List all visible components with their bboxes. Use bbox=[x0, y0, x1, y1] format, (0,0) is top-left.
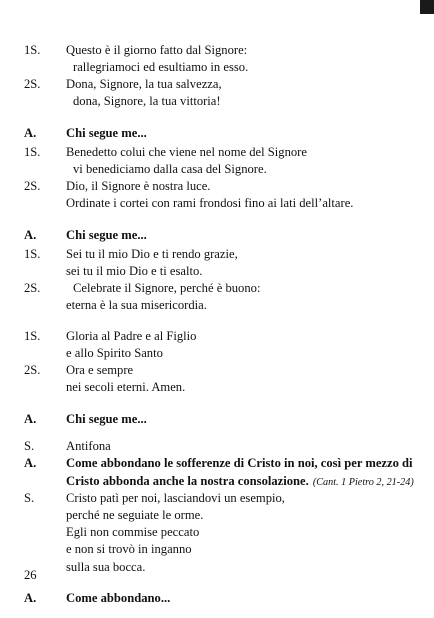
line-text bbox=[66, 411, 147, 427]
line-text bbox=[66, 379, 185, 395]
speaker-label: 1S. bbox=[24, 145, 41, 159]
text-line bbox=[0, 362, 434, 378]
text-line bbox=[0, 195, 434, 211]
line-text-content: perché ne seguiate le orme. bbox=[66, 508, 204, 522]
line-text-content: Dona, Signore, la tua salvezza, bbox=[66, 77, 222, 91]
line-text bbox=[73, 93, 221, 109]
line-text bbox=[66, 490, 285, 506]
text-line bbox=[0, 76, 434, 92]
text-line bbox=[0, 246, 434, 262]
text-line bbox=[0, 178, 434, 194]
text-line bbox=[0, 161, 434, 177]
line-text-content: vi benediciamo dalla casa del Signore. bbox=[73, 162, 267, 176]
line-text-content: Chi segue me... bbox=[66, 228, 147, 242]
line-text bbox=[66, 345, 163, 361]
text-line bbox=[0, 42, 434, 58]
line-text-content: Gloria al Padre e al Figlio bbox=[66, 329, 197, 343]
line-text bbox=[66, 227, 147, 243]
line-text-content: e allo Spirito Santo bbox=[66, 346, 163, 360]
line-text bbox=[66, 263, 202, 279]
line-text-content: Dio, il Signore è nostra luce. bbox=[66, 179, 211, 193]
line-text bbox=[66, 590, 170, 606]
line-text bbox=[66, 328, 196, 344]
line-text-content: sei tu il mio Dio e ti esalto. bbox=[66, 264, 203, 278]
line-text bbox=[66, 297, 207, 313]
line-text bbox=[66, 42, 247, 58]
line-text-content: Ora e sempre bbox=[66, 363, 134, 377]
speaker-label: 2S. bbox=[24, 363, 41, 377]
line-text-content: Egli non commise peccato bbox=[66, 525, 200, 539]
text-line bbox=[0, 590, 434, 606]
text-line bbox=[0, 438, 434, 454]
line-text-content: Questo è il giorno fatto dal Signore: bbox=[66, 43, 248, 57]
speaker-label: 1S. bbox=[24, 329, 41, 343]
line-text bbox=[66, 76, 222, 92]
speaker-label: A. bbox=[24, 126, 37, 140]
text-line bbox=[0, 297, 434, 313]
line-text-content: Come abbondano... bbox=[66, 591, 171, 605]
speaker-label: A. bbox=[24, 456, 37, 470]
text-line bbox=[0, 328, 434, 344]
line-text-content: Come abbondano le sofferenze di Cristo in noi, così per mezzo di bbox=[66, 456, 413, 470]
speaker-label: 2S. bbox=[24, 281, 41, 295]
speaker-label: 2S. bbox=[24, 77, 41, 91]
line-text bbox=[66, 144, 307, 160]
text-line bbox=[0, 59, 434, 75]
speaker-label: S. bbox=[24, 439, 35, 453]
line-text-content: Cristo abbonda anche la nostra consolazione. bbox=[66, 474, 309, 488]
text-line bbox=[0, 524, 434, 540]
speaker-label: 1S. bbox=[24, 247, 41, 261]
line-text bbox=[66, 246, 238, 262]
line-text-content: sulla sua bocca. bbox=[66, 560, 146, 574]
text-line bbox=[0, 455, 434, 471]
line-text-content: Celebrate il Signore, perché è buono: bbox=[73, 281, 261, 295]
speaker-label: 2S. bbox=[24, 179, 41, 193]
line-text bbox=[66, 362, 133, 378]
line-text-content: Cristo patì per noi, lasciandovi un esempio, bbox=[66, 491, 285, 505]
text-line bbox=[0, 227, 434, 243]
text-line bbox=[0, 541, 434, 557]
line-text bbox=[66, 559, 145, 575]
line-text-content: rallegriamoci ed esultiamo in esso. bbox=[73, 60, 249, 74]
page-number: 26 bbox=[24, 568, 37, 582]
text-line bbox=[0, 507, 434, 523]
line-text-content: Benedetto colui che viene nel nome del Signore bbox=[66, 145, 307, 159]
line-text-content: Sei tu il mio Dio e ti rendo grazie, bbox=[66, 247, 238, 261]
text-line bbox=[0, 411, 434, 427]
line-text bbox=[66, 524, 199, 540]
line-text-content: Chi segue me... bbox=[66, 412, 147, 426]
text-line bbox=[0, 93, 434, 109]
speaker-label: 1S. bbox=[24, 43, 41, 57]
line-text bbox=[73, 161, 267, 177]
line-text-content: dona, Signore, la tua vittoria! bbox=[73, 94, 221, 108]
text-line bbox=[0, 379, 434, 395]
text-line bbox=[0, 559, 434, 575]
line-text bbox=[66, 125, 147, 141]
line-text-content: Antifona bbox=[66, 439, 111, 453]
line-text bbox=[66, 438, 111, 454]
line-text-content: Chi segue me... bbox=[66, 126, 147, 140]
corner-mark bbox=[420, 0, 434, 14]
text-line bbox=[0, 280, 434, 296]
text-line bbox=[0, 263, 434, 279]
speaker-label: A. bbox=[24, 412, 37, 426]
text-line bbox=[0, 490, 434, 506]
line-text bbox=[66, 473, 414, 491]
line-text bbox=[66, 541, 192, 557]
speaker-label: A. bbox=[24, 591, 37, 605]
citation: (Cant. 1 Pietro 2, 21-24) bbox=[312, 477, 414, 488]
line-text bbox=[73, 280, 260, 296]
line-text-content: eterna è la sua misericordia. bbox=[66, 298, 207, 312]
line-text bbox=[66, 455, 413, 471]
line-text-content: Ordinate i cortei con rami frondosi fino ai lati dell’altare. bbox=[66, 196, 354, 210]
text-line bbox=[0, 473, 434, 489]
line-text-content: nei secoli eterni. Amen. bbox=[66, 380, 186, 394]
text-line bbox=[0, 345, 434, 361]
speaker-label: S. bbox=[24, 491, 35, 505]
speaker-label: A. bbox=[24, 228, 37, 242]
line-text bbox=[66, 178, 210, 194]
text-line bbox=[0, 125, 434, 141]
line-text bbox=[66, 195, 353, 211]
line-text bbox=[73, 59, 248, 75]
line-text bbox=[66, 507, 203, 523]
line-text-content: e non si trovò in inganno bbox=[66, 542, 192, 556]
text-line bbox=[0, 144, 434, 160]
